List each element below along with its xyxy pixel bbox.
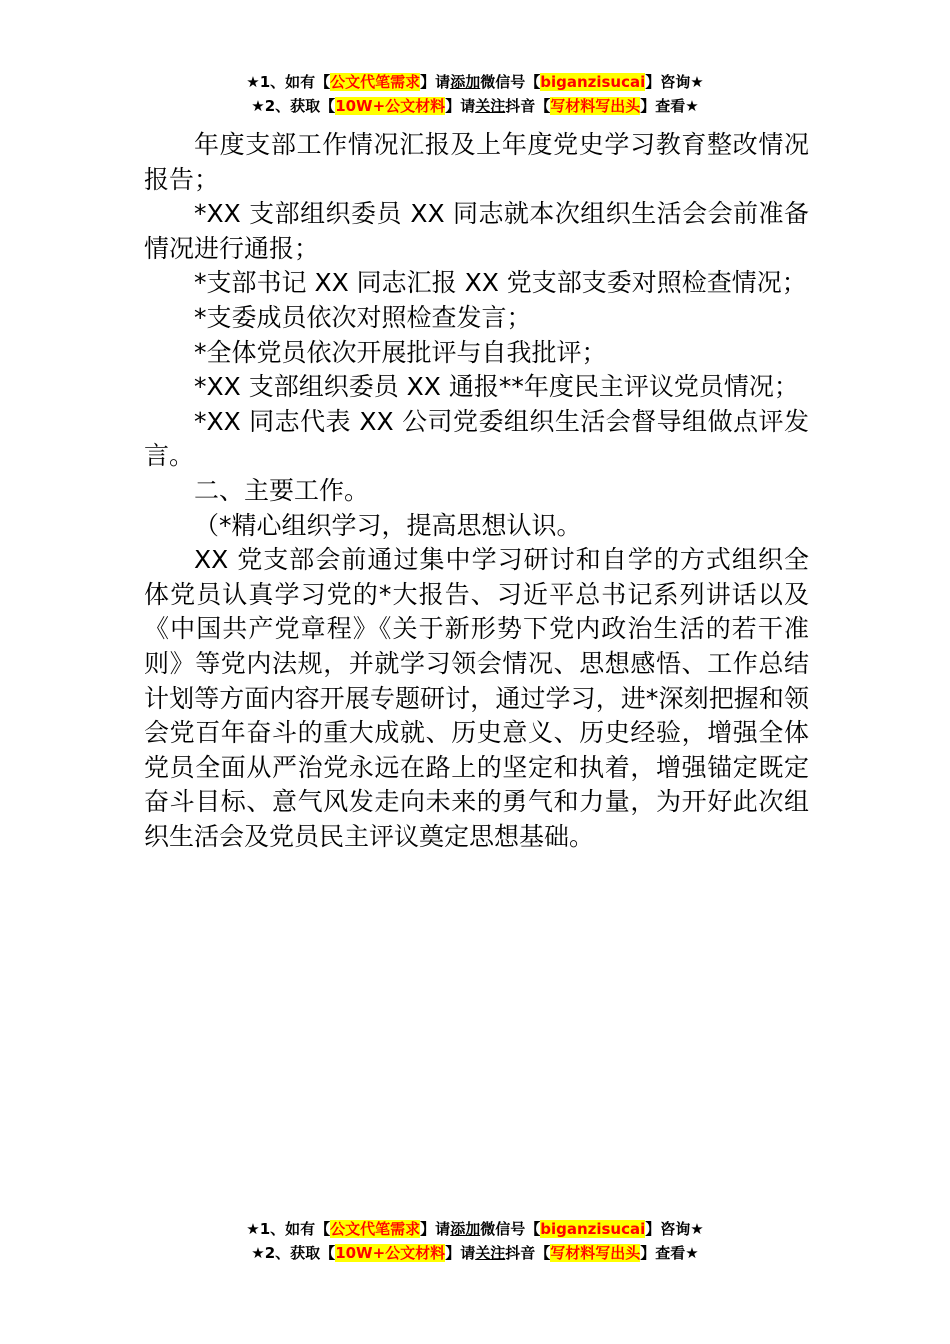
subsection-heading: （*精心组织学习，提高思想认识。	[194, 510, 582, 540]
paragraph-agenda-item: *XX 支部组织委员 XX 通报**年度民主评议党员情况；	[194, 372, 799, 402]
banner-text: 微信号【	[480, 73, 541, 91]
banner-wechat-id: biganzisucai	[540, 1220, 646, 1238]
paragraph-agenda-item: *全体党员依次开展批评与自我批评；	[194, 337, 607, 367]
banner-text: 微信号【	[480, 1220, 541, 1238]
banner-text: ★1、如有【	[246, 73, 331, 91]
banner-highlight: 公文代笔需求	[330, 1220, 421, 1238]
banner-highlight: 10W+公文材料	[335, 1244, 446, 1262]
banner-line-1	[0, 70, 950, 94]
banner-wechat-id: biganzisucai	[540, 73, 646, 91]
footer-banner	[0, 1217, 950, 1265]
banner-text: 】咨询★	[645, 1220, 704, 1238]
paragraph-body: XX 党支部会前通过集中学习研讨和自学的方式组织全体党员认真学习党的*大报告、习近平总书记系列讲话以及《中国共产党章程》《关于新形势下党内政治生活的若干准则》等党内法规，并就学习领会情况、思想感悟、工作总结计划等方面内容开展专题研讨，通过学习，进*深刻把握和领会党百年奋斗的重大成就、历史意义、历史经验，增强全体党员全面从严治党永远在路上的坚定和执着，增强锚定既定奋斗目标、意气风发走向未来的勇气和力量，为开好此次组织生活会及党员民主评议奠定思想基础。	[144, 545, 809, 851]
banner-text: ★2、获取【	[251, 1244, 336, 1262]
section-heading: 二、主要工作。	[194, 475, 370, 505]
document-body	[144, 128, 809, 854]
banner-highlight: 公文代笔需求	[330, 73, 421, 91]
banner-text: 】请	[445, 97, 476, 115]
banner-douyin-id: 写材料写出头	[550, 1244, 641, 1262]
banner-text: 】咨询★	[645, 73, 704, 91]
banner-highlight: 10W+公文材料	[335, 97, 446, 115]
banner-text: ★2、获取【	[251, 97, 336, 115]
header-banner	[0, 70, 950, 118]
banner-line-1	[0, 1217, 950, 1241]
banner-douyin-id: 写材料写出头	[550, 97, 641, 115]
paragraph-agenda-item: *支部书记 XX 同志汇报 XX 党支部支委对照检查情况；	[194, 268, 807, 298]
banner-line-2	[0, 1241, 950, 1265]
banner-line-2	[0, 94, 950, 118]
banner-underlined: 添加	[450, 1220, 481, 1238]
banner-underlined: 关注	[475, 97, 506, 115]
banner-text: 】请	[420, 73, 451, 91]
paragraph-agenda-item: *支委成员依次对照检查发言；	[194, 302, 532, 332]
banner-text: 】请	[420, 1220, 451, 1238]
banner-text: 】查看★	[640, 97, 699, 115]
banner-underlined: 添加	[450, 73, 481, 91]
paragraph-agenda-item: 年度支部工作情况汇报及上年度党史学习教育整改情况报告；	[144, 130, 809, 194]
banner-text: 】查看★	[640, 1244, 699, 1262]
paragraph-agenda-item: *XX 同志代表 XX 公司党委组织生活会督导组做点评发言。	[144, 406, 809, 471]
banner-underlined: 关注	[475, 1244, 506, 1262]
banner-text: 抖音【	[505, 97, 551, 115]
banner-text: 抖音【	[505, 1244, 551, 1262]
paragraph-agenda-item: *XX 支部组织委员 XX 同志就本次组织生活会会前准备情况进行通报；	[144, 199, 809, 263]
banner-text: ★1、如有【	[246, 1220, 331, 1238]
banner-text: 】请	[445, 1244, 476, 1262]
